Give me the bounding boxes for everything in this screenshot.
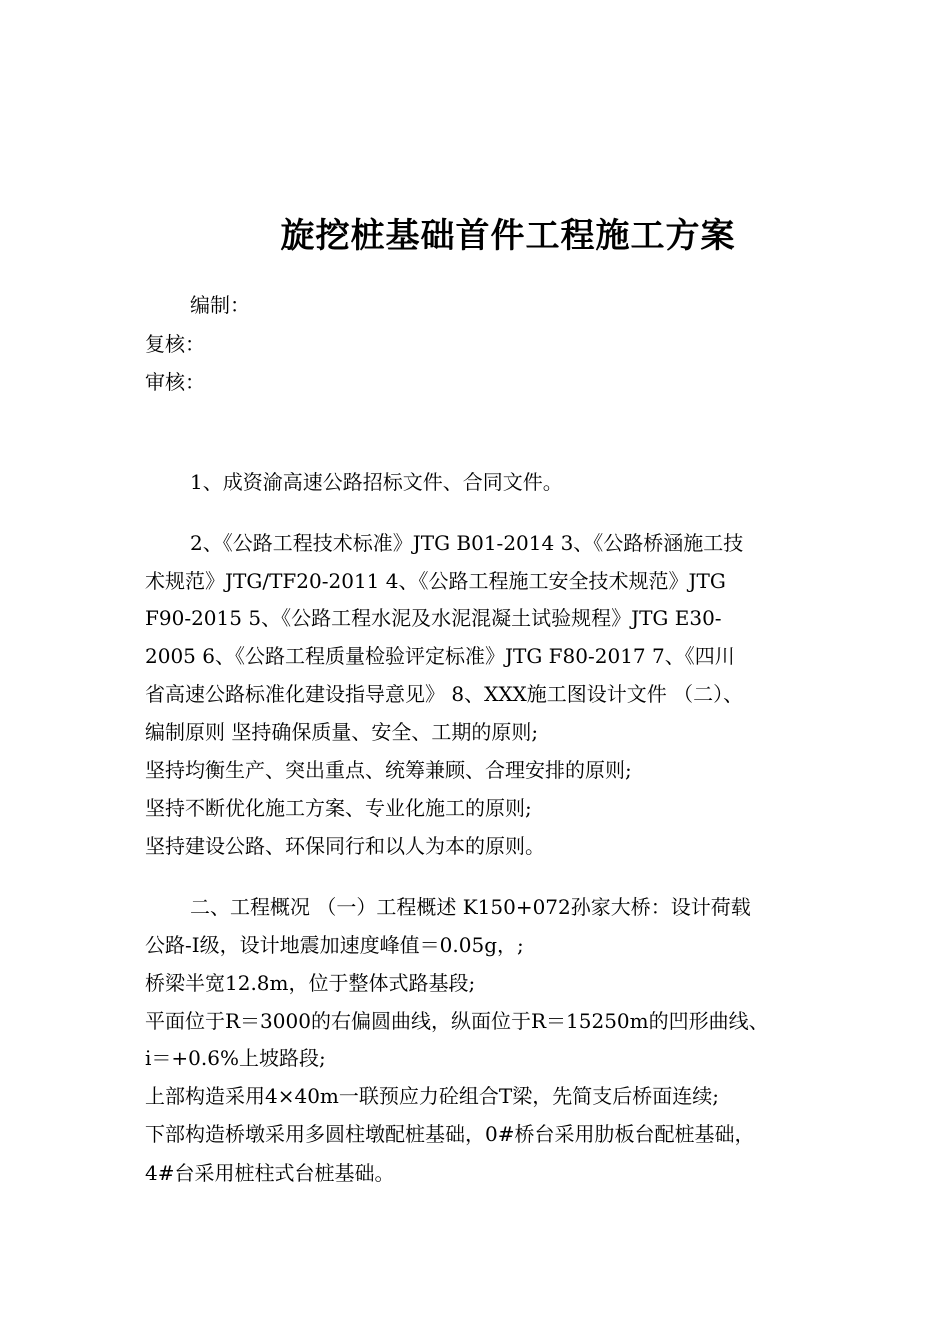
document-title: 旋挖桩基础首件工程施工方案 (280, 216, 736, 256)
para2-line: 坚持均衡生产、突出重点、统筹兼顾、合理安排的原则; (145, 758, 632, 782)
para3-line: 二、工程概况 （一）工程概述 K150+072孙家大桥：设计荷载 (190, 895, 751, 919)
para2-line: 术规范》JTG/TF20-2011 4、《公路工程施工安全技术规范》JTG (145, 569, 726, 593)
reviewed-by-label: 复核： (145, 332, 205, 356)
para1-line: 1、成资渝高速公路招标文件、合同文件。 (190, 470, 563, 494)
para2-line: 坚持建设公路、环保同行和以人为本的原则。 (145, 834, 545, 858)
para3-line: i＝+0.6%上坡路段; (145, 1046, 326, 1070)
compiled-by-label: 编制： (190, 293, 250, 317)
para3-line: 4#台采用桩柱式台桩基础。 (145, 1161, 395, 1185)
para2-line: 省高速公路标准化建设指导意见》 8、XXX施工图设计文件 （二）、 (145, 682, 744, 706)
para2-line: 编制原则 坚持确保质量、安全、工期的原则; (145, 720, 539, 744)
para2-line: F90-2015 5、《公路工程水泥及水泥混凝土试验规程》JTG E30- (145, 606, 722, 630)
para2-line: 坚持不断优化施工方案、专业化施工的原则; (145, 796, 532, 820)
para3-line: 下部构造桥墩采用多圆柱墩配桩基础，0#桥台采用肋板台配桩基础， (145, 1122, 755, 1146)
para2-line: 2、《公路工程技术标准》JTG B01-2014 3、《公路桥涵施工技 (190, 531, 744, 555)
para2-line: 2005 6、《公路工程质量检验评定标准》JTG F80-2017 7、《四川 (145, 644, 735, 668)
approved-by-label: 审核： (145, 370, 205, 394)
para3-line: 桥梁半宽12.8m，位于整体式路基段; (145, 971, 476, 995)
para3-line: 公路-Ⅰ级，设计地震加速度峰值＝0.05g，; (145, 933, 524, 957)
para3-line: 上部构造采用4×40m一联预应力砼组合T梁，先简支后桥面连续; (145, 1084, 719, 1108)
para3-line: 平面位于R＝3000的右偏圆曲线，纵面位于R＝15250m的凹形曲线、 (145, 1009, 769, 1033)
